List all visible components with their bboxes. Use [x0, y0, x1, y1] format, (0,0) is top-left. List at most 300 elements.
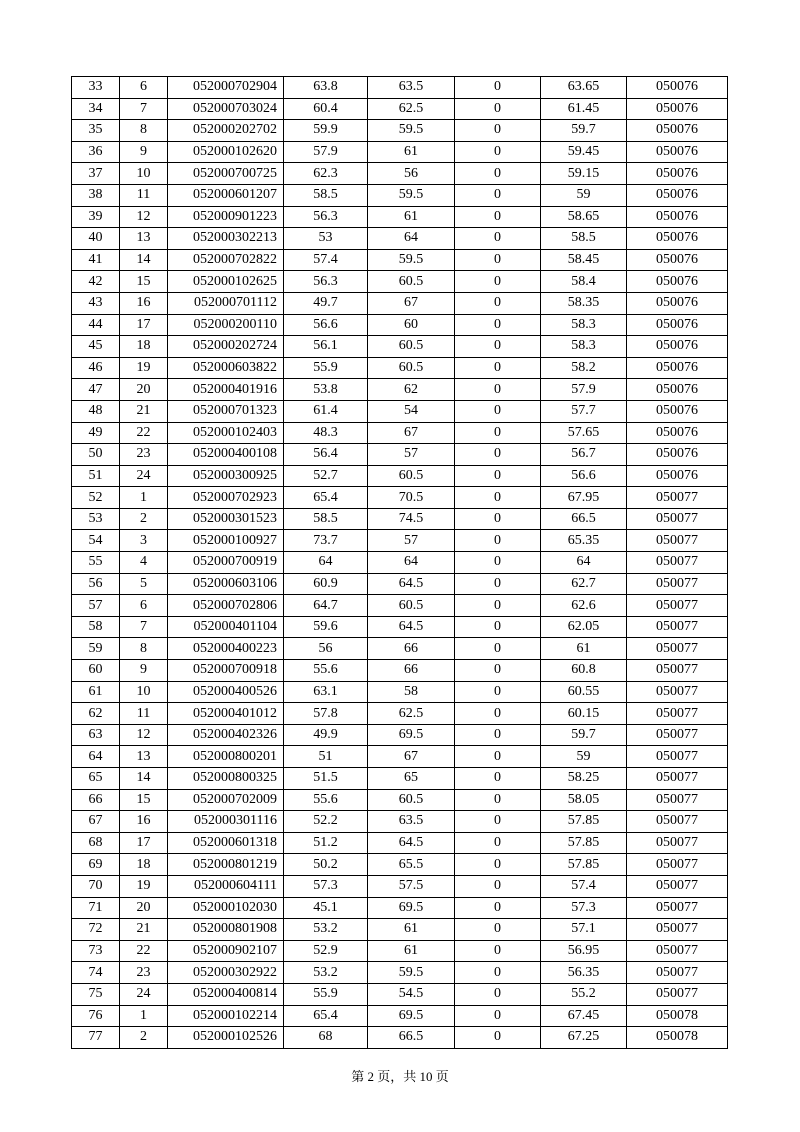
bonus-cell: 0 [455, 379, 541, 401]
score-b-cell: 54.5 [368, 983, 455, 1005]
seq-cell: 76 [72, 1005, 120, 1027]
position-code-cell: 050076 [627, 249, 728, 271]
bonus-cell: 0 [455, 875, 541, 897]
seq-cell: 46 [72, 357, 120, 379]
bonus-cell: 0 [455, 616, 541, 638]
table-row [72, 832, 728, 854]
score-a-cell: 64 [284, 552, 368, 574]
exam-id-cell: 052000701323 [168, 400, 284, 422]
bonus-cell: 0 [455, 962, 541, 984]
group-rank-cell: 17 [120, 832, 168, 854]
group-rank-cell: 1 [120, 487, 168, 509]
exam-id-cell: 052000702822 [168, 249, 284, 271]
table-row [72, 552, 728, 574]
position-code-cell: 050077 [627, 919, 728, 941]
table-row [72, 98, 728, 120]
total-cell: 58.05 [541, 789, 627, 811]
seq-cell: 38 [72, 184, 120, 206]
bonus-cell: 0 [455, 271, 541, 293]
position-code-cell: 050077 [627, 940, 728, 962]
position-code-cell: 050076 [627, 422, 728, 444]
exam-id-cell: 052000702806 [168, 595, 284, 617]
position-code-cell: 050077 [627, 832, 728, 854]
score-a-cell: 51.2 [284, 832, 368, 854]
score-b-cell: 69.5 [368, 897, 455, 919]
table-row [72, 983, 728, 1005]
total-cell: 56.6 [541, 465, 627, 487]
exam-id-cell: 052000604111 [168, 875, 284, 897]
table-row [72, 120, 728, 142]
bonus-cell: 0 [455, 400, 541, 422]
total-cell: 59.7 [541, 724, 627, 746]
group-rank-cell: 21 [120, 400, 168, 422]
table-row [72, 336, 728, 358]
total-cell: 59 [541, 746, 627, 768]
score-b-cell: 59.5 [368, 120, 455, 142]
score-b-cell: 57.5 [368, 875, 455, 897]
exam-id-cell: 052000402326 [168, 724, 284, 746]
table-row [72, 314, 728, 336]
bonus-cell: 0 [455, 508, 541, 530]
seq-cell: 50 [72, 444, 120, 466]
score-a-cell: 65.4 [284, 1005, 368, 1027]
exam-id-cell: 052000102403 [168, 422, 284, 444]
score-a-cell: 56.3 [284, 206, 368, 228]
seq-cell: 48 [72, 400, 120, 422]
group-rank-cell: 13 [120, 746, 168, 768]
position-code-cell: 050076 [627, 228, 728, 250]
table-row [72, 854, 728, 876]
total-cell: 58.5 [541, 228, 627, 250]
bonus-cell: 0 [455, 724, 541, 746]
score-a-cell: 55.9 [284, 357, 368, 379]
exam-id-cell: 052000801219 [168, 854, 284, 876]
bonus-cell: 0 [455, 703, 541, 725]
seq-cell: 55 [72, 552, 120, 574]
score-b-cell: 57 [368, 530, 455, 552]
score-b-cell: 69.5 [368, 724, 455, 746]
group-rank-cell: 19 [120, 357, 168, 379]
table-row [72, 508, 728, 530]
score-b-cell: 58 [368, 681, 455, 703]
total-cell: 58.65 [541, 206, 627, 228]
score-a-cell: 48.3 [284, 422, 368, 444]
score-table [71, 76, 728, 1049]
position-code-cell: 050076 [627, 141, 728, 163]
bonus-cell: 0 [455, 1005, 541, 1027]
position-code-cell: 050076 [627, 465, 728, 487]
position-code-cell: 050077 [627, 724, 728, 746]
score-b-cell: 57 [368, 444, 455, 466]
position-code-cell: 050076 [627, 357, 728, 379]
bonus-cell: 0 [455, 465, 541, 487]
group-rank-cell: 9 [120, 141, 168, 163]
seq-cell: 34 [72, 98, 120, 120]
score-b-cell: 60.5 [368, 595, 455, 617]
exam-id-cell: 052000603822 [168, 357, 284, 379]
total-cell: 67.45 [541, 1005, 627, 1027]
score-b-cell: 63.5 [368, 77, 455, 99]
exam-id-cell: 052000700918 [168, 660, 284, 682]
group-rank-cell: 7 [120, 98, 168, 120]
total-cell: 58.3 [541, 336, 627, 358]
bonus-cell: 0 [455, 314, 541, 336]
exam-id-cell: 052000102625 [168, 271, 284, 293]
group-rank-cell: 12 [120, 724, 168, 746]
position-code-cell: 050077 [627, 681, 728, 703]
exam-id-cell: 052000102214 [168, 1005, 284, 1027]
position-code-cell: 050076 [627, 206, 728, 228]
score-b-cell: 62.5 [368, 703, 455, 725]
group-rank-cell: 6 [120, 77, 168, 99]
group-rank-cell: 24 [120, 465, 168, 487]
score-a-cell: 59.9 [284, 120, 368, 142]
group-rank-cell: 17 [120, 314, 168, 336]
score-a-cell: 57.8 [284, 703, 368, 725]
score-b-cell: 62 [368, 379, 455, 401]
score-b-cell: 61 [368, 940, 455, 962]
seq-cell: 77 [72, 1027, 120, 1049]
exam-id-cell: 052000703024 [168, 98, 284, 120]
group-rank-cell: 19 [120, 875, 168, 897]
table-row [72, 487, 728, 509]
group-rank-cell: 7 [120, 616, 168, 638]
table-row [72, 1027, 728, 1049]
position-code-cell: 050076 [627, 184, 728, 206]
score-a-cell: 51.5 [284, 768, 368, 790]
position-code-cell: 050076 [627, 120, 728, 142]
total-cell: 59.45 [541, 141, 627, 163]
total-cell: 63.65 [541, 77, 627, 99]
seq-cell: 63 [72, 724, 120, 746]
total-cell: 67.95 [541, 487, 627, 509]
exam-id-cell: 052000302213 [168, 228, 284, 250]
seq-cell: 39 [72, 206, 120, 228]
exam-id-cell: 052000702904 [168, 77, 284, 99]
bonus-cell: 0 [455, 940, 541, 962]
position-code-cell: 050077 [627, 508, 728, 530]
score-a-cell: 53.2 [284, 962, 368, 984]
score-a-cell: 49.7 [284, 292, 368, 314]
seq-cell: 72 [72, 919, 120, 941]
total-cell: 57.1 [541, 919, 627, 941]
score-b-cell: 66 [368, 638, 455, 660]
exam-id-cell: 052000400108 [168, 444, 284, 466]
score-a-cell: 56.6 [284, 314, 368, 336]
bonus-cell: 0 [455, 422, 541, 444]
seq-cell: 58 [72, 616, 120, 638]
score-b-cell: 62.5 [368, 98, 455, 120]
exam-id-cell: 052000601207 [168, 184, 284, 206]
seq-cell: 53 [72, 508, 120, 530]
score-b-cell: 64 [368, 228, 455, 250]
table-row [72, 768, 728, 790]
bonus-cell: 0 [455, 660, 541, 682]
score-a-cell: 57.3 [284, 875, 368, 897]
bonus-cell: 0 [455, 897, 541, 919]
seq-cell: 42 [72, 271, 120, 293]
total-cell: 57.7 [541, 400, 627, 422]
exam-id-cell: 052000300925 [168, 465, 284, 487]
exam-id-cell: 052000400814 [168, 983, 284, 1005]
seq-cell: 56 [72, 573, 120, 595]
seq-cell: 59 [72, 638, 120, 660]
total-cell: 66.5 [541, 508, 627, 530]
seq-cell: 61 [72, 681, 120, 703]
score-b-cell: 61 [368, 206, 455, 228]
total-cell: 57.85 [541, 811, 627, 833]
table-row [72, 746, 728, 768]
score-b-cell: 60.5 [368, 789, 455, 811]
page-footer: 第 2 页，共 10 页 [351, 1069, 449, 1084]
score-b-cell: 67 [368, 292, 455, 314]
score-a-cell: 52.2 [284, 811, 368, 833]
seq-cell: 37 [72, 163, 120, 185]
group-rank-cell: 16 [120, 811, 168, 833]
score-a-cell: 62.3 [284, 163, 368, 185]
position-code-cell: 050076 [627, 314, 728, 336]
position-code-cell: 050077 [627, 897, 728, 919]
score-a-cell: 56 [284, 638, 368, 660]
score-b-cell: 74.5 [368, 508, 455, 530]
score-a-cell: 52.7 [284, 465, 368, 487]
exam-id-cell: 052000702923 [168, 487, 284, 509]
score-b-cell: 66.5 [368, 1027, 455, 1049]
score-b-cell: 59.5 [368, 249, 455, 271]
score-a-cell: 63.1 [284, 681, 368, 703]
score-a-cell: 53 [284, 228, 368, 250]
score-b-cell: 60.5 [368, 336, 455, 358]
seq-cell: 66 [72, 789, 120, 811]
bonus-cell: 0 [455, 595, 541, 617]
bonus-cell: 0 [455, 77, 541, 99]
group-rank-cell: 16 [120, 292, 168, 314]
score-a-cell: 45.1 [284, 897, 368, 919]
seq-cell: 57 [72, 595, 120, 617]
exam-id-cell: 052000702009 [168, 789, 284, 811]
score-b-cell: 63.5 [368, 811, 455, 833]
total-cell: 58.2 [541, 357, 627, 379]
bonus-cell: 0 [455, 983, 541, 1005]
total-cell: 57.65 [541, 422, 627, 444]
score-b-cell: 66 [368, 660, 455, 682]
exam-id-cell: 052000701112 [168, 292, 284, 314]
group-rank-cell: 18 [120, 336, 168, 358]
group-rank-cell: 14 [120, 249, 168, 271]
total-cell: 57.85 [541, 832, 627, 854]
group-rank-cell: 20 [120, 897, 168, 919]
group-rank-cell: 3 [120, 530, 168, 552]
score-b-cell: 64.5 [368, 832, 455, 854]
total-cell: 62.7 [541, 573, 627, 595]
group-rank-cell: 22 [120, 940, 168, 962]
seq-cell: 70 [72, 875, 120, 897]
table-row [72, 228, 728, 250]
bonus-cell: 0 [455, 228, 541, 250]
group-rank-cell: 1 [120, 1005, 168, 1027]
score-b-cell: 61 [368, 141, 455, 163]
seq-cell: 49 [72, 422, 120, 444]
total-cell: 56.95 [541, 940, 627, 962]
exam-id-cell: 052000102620 [168, 141, 284, 163]
score-a-cell: 49.9 [284, 724, 368, 746]
bonus-cell: 0 [455, 681, 541, 703]
total-cell: 58.35 [541, 292, 627, 314]
total-cell: 67.25 [541, 1027, 627, 1049]
score-a-cell: 56.1 [284, 336, 368, 358]
table-row [72, 379, 728, 401]
score-b-cell: 70.5 [368, 487, 455, 509]
bonus-cell: 0 [455, 249, 541, 271]
exam-id-cell: 052000400223 [168, 638, 284, 660]
score-a-cell: 63.8 [284, 77, 368, 99]
table-row [72, 141, 728, 163]
bonus-cell: 0 [455, 811, 541, 833]
group-rank-cell: 2 [120, 508, 168, 530]
exam-id-cell: 052000700919 [168, 552, 284, 574]
group-rank-cell: 12 [120, 206, 168, 228]
table-row [72, 703, 728, 725]
table-row [72, 444, 728, 466]
total-cell: 59 [541, 184, 627, 206]
group-rank-cell: 21 [120, 919, 168, 941]
score-a-cell: 65.4 [284, 487, 368, 509]
total-cell: 62.6 [541, 595, 627, 617]
total-cell: 60.15 [541, 703, 627, 725]
group-rank-cell: 22 [120, 422, 168, 444]
total-cell: 59.15 [541, 163, 627, 185]
position-code-cell: 050077 [627, 530, 728, 552]
exam-id-cell: 052000902107 [168, 940, 284, 962]
bonus-cell: 0 [455, 487, 541, 509]
table-row [72, 184, 728, 206]
score-a-cell: 60.4 [284, 98, 368, 120]
seq-cell: 69 [72, 854, 120, 876]
group-rank-cell: 20 [120, 379, 168, 401]
group-rank-cell: 8 [120, 120, 168, 142]
group-rank-cell: 23 [120, 444, 168, 466]
group-rank-cell: 11 [120, 703, 168, 725]
table-row [72, 465, 728, 487]
table-row [72, 811, 728, 833]
total-cell: 58.3 [541, 314, 627, 336]
table-row [72, 530, 728, 552]
table-row [72, 681, 728, 703]
score-a-cell: 51 [284, 746, 368, 768]
score-a-cell: 56.4 [284, 444, 368, 466]
table-row [72, 206, 728, 228]
score-b-cell: 69.5 [368, 1005, 455, 1027]
seq-cell: 51 [72, 465, 120, 487]
position-code-cell: 050077 [627, 983, 728, 1005]
group-rank-cell: 4 [120, 552, 168, 574]
position-code-cell: 050077 [627, 552, 728, 574]
total-cell: 60.55 [541, 681, 627, 703]
seq-cell: 36 [72, 141, 120, 163]
bonus-cell: 0 [455, 336, 541, 358]
bonus-cell: 0 [455, 854, 541, 876]
position-code-cell: 050077 [627, 638, 728, 660]
table-row [72, 724, 728, 746]
group-rank-cell: 2 [120, 1027, 168, 1049]
seq-cell: 60 [72, 660, 120, 682]
table-row [72, 400, 728, 422]
score-b-cell: 65 [368, 768, 455, 790]
exam-id-cell: 052000401104 [168, 616, 284, 638]
group-rank-cell: 15 [120, 789, 168, 811]
exam-id-cell: 052000302922 [168, 962, 284, 984]
bonus-cell: 0 [455, 638, 541, 660]
total-cell: 57.85 [541, 854, 627, 876]
bonus-cell: 0 [455, 1027, 541, 1049]
score-b-cell: 67 [368, 422, 455, 444]
position-code-cell: 050077 [627, 811, 728, 833]
seq-cell: 74 [72, 962, 120, 984]
total-cell: 59.7 [541, 120, 627, 142]
position-code-cell: 050076 [627, 379, 728, 401]
bonus-cell: 0 [455, 292, 541, 314]
bonus-cell: 0 [455, 832, 541, 854]
total-cell: 57.9 [541, 379, 627, 401]
score-a-cell: 58.5 [284, 508, 368, 530]
seq-cell: 47 [72, 379, 120, 401]
table-row [72, 616, 728, 638]
position-code-cell: 050077 [627, 595, 728, 617]
total-cell: 56.35 [541, 962, 627, 984]
group-rank-cell: 6 [120, 595, 168, 617]
group-rank-cell: 10 [120, 163, 168, 185]
bonus-cell: 0 [455, 357, 541, 379]
score-a-cell: 57.9 [284, 141, 368, 163]
total-cell: 62.05 [541, 616, 627, 638]
table-row [72, 292, 728, 314]
score-b-cell: 64 [368, 552, 455, 574]
exam-id-cell: 052000801908 [168, 919, 284, 941]
table-row [72, 919, 728, 941]
score-a-cell: 58.5 [284, 184, 368, 206]
group-rank-cell: 15 [120, 271, 168, 293]
exam-id-cell: 052000301523 [168, 508, 284, 530]
position-code-cell: 050077 [627, 573, 728, 595]
score-b-cell: 67 [368, 746, 455, 768]
exam-id-cell: 052000102526 [168, 1027, 284, 1049]
seq-cell: 65 [72, 768, 120, 790]
table-row [72, 163, 728, 185]
seq-cell: 40 [72, 228, 120, 250]
group-rank-cell: 11 [120, 184, 168, 206]
group-rank-cell: 8 [120, 638, 168, 660]
seq-cell: 67 [72, 811, 120, 833]
table-row [72, 660, 728, 682]
score-a-cell: 53.8 [284, 379, 368, 401]
bonus-cell: 0 [455, 184, 541, 206]
bonus-cell: 0 [455, 98, 541, 120]
seq-cell: 52 [72, 487, 120, 509]
table-row [72, 789, 728, 811]
score-b-cell: 59.5 [368, 184, 455, 206]
bonus-cell: 0 [455, 141, 541, 163]
exam-id-cell: 052000700725 [168, 163, 284, 185]
score-b-cell: 61 [368, 919, 455, 941]
position-code-cell: 050076 [627, 444, 728, 466]
exam-id-cell: 052000901223 [168, 206, 284, 228]
seq-cell: 33 [72, 77, 120, 99]
total-cell: 64 [541, 552, 627, 574]
total-cell: 58.4 [541, 271, 627, 293]
total-cell: 57.4 [541, 875, 627, 897]
table-row [72, 271, 728, 293]
score-a-cell: 60.9 [284, 573, 368, 595]
